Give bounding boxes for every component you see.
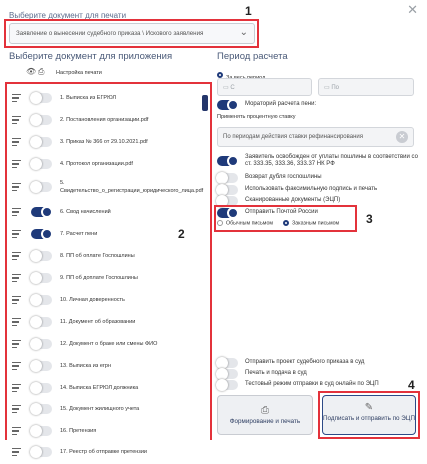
print-section-title: Выберите документ для печати	[9, 11, 127, 20]
print-send-toggle[interactable]	[217, 369, 238, 379]
drag-handle-icon[interactable]	[12, 427, 21, 435]
attachment-label: 13. Выписка из егрн	[60, 363, 111, 369]
printer-icon: ⎙	[261, 405, 269, 416]
date-from-input[interactable]	[217, 78, 312, 96]
attachment-label: 10. Личная доверенность	[60, 297, 125, 303]
list-item	[7, 378, 202, 400]
sign-send-label: Подписать и отправить по ЭЦП	[323, 415, 415, 422]
moratorium-label: Мораторий расчета пени:	[245, 101, 317, 107]
drag-handle-icon[interactable]	[12, 116, 21, 124]
attachment-toggle[interactable]	[31, 447, 52, 457]
attachment-label: 6. Свод начислений	[60, 209, 111, 215]
drag-handle-icon[interactable]	[12, 252, 21, 260]
attachment-label: 7. Расчет пени	[60, 231, 98, 237]
registered-label: Заказным письмом	[292, 220, 340, 227]
sign-send-button[interactable]	[322, 395, 416, 435]
pen-icon: ✎	[364, 402, 374, 413]
print-send-label: Печать и подача в суд	[245, 370, 307, 376]
marker-4: 4	[408, 378, 415, 392]
attachment-toggle[interactable]	[31, 404, 52, 414]
test-mode-label: Тестовый режим отправки в суд онлайн по ЭЦП	[245, 381, 379, 387]
attachment-toggle[interactable]	[31, 251, 52, 261]
drag-handle-icon[interactable]	[12, 384, 21, 392]
printer-icon[interactable]: ⎙	[38, 67, 45, 76]
drag-handle-icon[interactable]	[12, 296, 21, 304]
attachment-label: 4. Протокол организации.pdf	[60, 161, 133, 167]
facsimile-label: Использовать факсимильную подпись и печать	[245, 186, 378, 192]
list-scrollbar[interactable]	[202, 95, 208, 111]
drag-handle-icon[interactable]	[12, 362, 21, 370]
drag-handle-icon[interactable]	[12, 183, 21, 191]
drag-handle-icon[interactable]	[12, 405, 21, 413]
refund-toggle[interactable]	[217, 173, 238, 183]
attachment-label: 16. Претензия	[60, 428, 97, 434]
list-item	[7, 110, 202, 132]
registered-radio[interactable]	[283, 220, 339, 226]
list-item	[7, 246, 202, 268]
drag-handle-icon[interactable]	[12, 318, 21, 326]
period-title: Период расчета	[217, 51, 288, 62]
drag-handle-icon[interactable]	[12, 230, 21, 238]
list-item	[7, 268, 202, 290]
rate-value: По периодам действия ставки рефинансирования	[223, 134, 363, 140]
chevron-down-icon[interactable]: ⌄	[239, 27, 248, 38]
rate-select[interactable]	[217, 127, 414, 147]
attachment-toggle[interactable]	[31, 182, 52, 192]
attachment-label: 1. Выписка из ЕГРЮЛ	[60, 95, 117, 101]
print-button[interactable]	[217, 395, 313, 435]
attachment-label: 12. Документ о браке или смены ФИО	[60, 341, 158, 347]
send-draft-label: Отправить проект судебного приказа в суд	[245, 359, 365, 365]
facsimile-toggle[interactable]	[217, 185, 238, 195]
send-draft-toggle[interactable]	[217, 358, 238, 368]
ordinary-radio[interactable]	[217, 220, 273, 226]
attachment-toggle[interactable]	[31, 273, 52, 283]
attachment-toggle[interactable]	[31, 229, 52, 239]
attachment-label: 5. Свидетельство_о_регистрации_юридического_лица.pdf	[60, 180, 204, 194]
list-item	[7, 356, 202, 378]
marker-3: 3	[366, 212, 373, 226]
close-icon[interactable]: ✕	[407, 2, 418, 17]
print-document-value: Заявление о вынесении судебного приказа \ Искового заявления	[16, 30, 204, 37]
attachment-toggle[interactable]	[31, 361, 52, 371]
list-item	[7, 399, 202, 421]
scanned-label: Сканированные документы (ЭЦП)	[245, 197, 341, 203]
moratorium-toggle[interactable]	[217, 100, 238, 110]
attachments-list	[5, 82, 212, 455]
marker-1: 1	[245, 4, 252, 18]
attachment-label: 8. ПП об оплате Госпошлины	[60, 253, 135, 259]
print-settings-label: Настройка печати	[56, 70, 102, 76]
test-mode-toggle[interactable]	[217, 380, 238, 390]
list-item	[7, 334, 202, 356]
drag-handle-icon[interactable]	[12, 160, 21, 168]
attachment-label: 11. Документ об образовании	[60, 319, 136, 325]
date-to-placeholder: По	[331, 85, 339, 91]
clear-icon[interactable]: ✕	[396, 131, 408, 143]
attachment-label: 9. ПП об доплате Госпошлины	[60, 275, 138, 281]
post-toggle[interactable]	[217, 208, 238, 218]
attachment-toggle[interactable]	[31, 137, 52, 147]
radio-selected-icon	[217, 72, 223, 78]
drag-handle-icon[interactable]	[12, 94, 21, 102]
list-item	[7, 224, 202, 246]
exempt-toggle[interactable]	[217, 156, 238, 166]
attachment-toggle[interactable]	[31, 383, 52, 393]
attachment-toggle[interactable]	[31, 317, 52, 327]
attachment-toggle[interactable]	[31, 115, 52, 125]
list-item	[7, 312, 202, 334]
list-item	[7, 88, 202, 110]
exempt-label: Заявитель освобожден от уплаты пошлины в соответствии со ст. 333.35, 333.36, 333.37 НК РФ	[245, 154, 418, 167]
attachments-title: Выберите документ для приложения	[9, 51, 173, 62]
list-item	[7, 132, 202, 154]
attachment-label: 15. Документ жилищного учета	[60, 406, 140, 412]
drag-handle-icon[interactable]	[12, 274, 21, 282]
date-from-placeholder: С	[230, 85, 235, 91]
eye-icon[interactable]: 👁	[26, 67, 37, 76]
drag-handle-icon[interactable]	[12, 340, 21, 348]
radio-icon	[217, 220, 223, 226]
list-item	[7, 421, 202, 443]
calendar-icon: ▭	[324, 85, 332, 91]
attachment-toggle[interactable]	[31, 159, 52, 169]
attachment-label: 14. Выписка ЕГРЮЛ должника	[60, 385, 139, 391]
drag-handle-icon[interactable]	[12, 208, 21, 216]
date-to-input[interactable]	[318, 78, 414, 96]
list-item	[7, 202, 202, 224]
attachment-label: 17. Реестр об отправке претензии	[60, 449, 147, 455]
marker-2: 2	[178, 227, 185, 241]
rate-label: Применять процентную ставку	[217, 114, 296, 120]
list-item	[7, 290, 202, 312]
attachment-label: 2. Постановления организации.pdf	[60, 117, 149, 123]
calendar-icon: ▭	[223, 85, 231, 91]
print-button-label: Формирование и печать	[229, 418, 301, 425]
list-item	[7, 177, 202, 199]
ordinary-label: Обычным письмом	[226, 220, 274, 227]
list-item	[7, 442, 202, 464]
drag-handle-icon[interactable]	[12, 138, 21, 146]
refund-label: Возврат дубля госпошлины	[245, 174, 322, 180]
drag-handle-icon[interactable]	[12, 448, 21, 456]
attachment-toggle[interactable]	[31, 426, 52, 436]
radio-selected-icon	[283, 220, 289, 226]
list-item	[7, 154, 202, 176]
attachment-label: 3. Приказ № 366 от 29.10.2021.pdf	[60, 139, 148, 145]
print-document-select[interactable]	[9, 23, 255, 44]
post-label: Отправить Почтой России	[245, 209, 318, 215]
attachment-toggle[interactable]	[31, 93, 52, 103]
attachment-toggle[interactable]	[31, 339, 52, 349]
attachment-toggle[interactable]	[31, 207, 52, 217]
attachment-toggle[interactable]	[31, 295, 52, 305]
